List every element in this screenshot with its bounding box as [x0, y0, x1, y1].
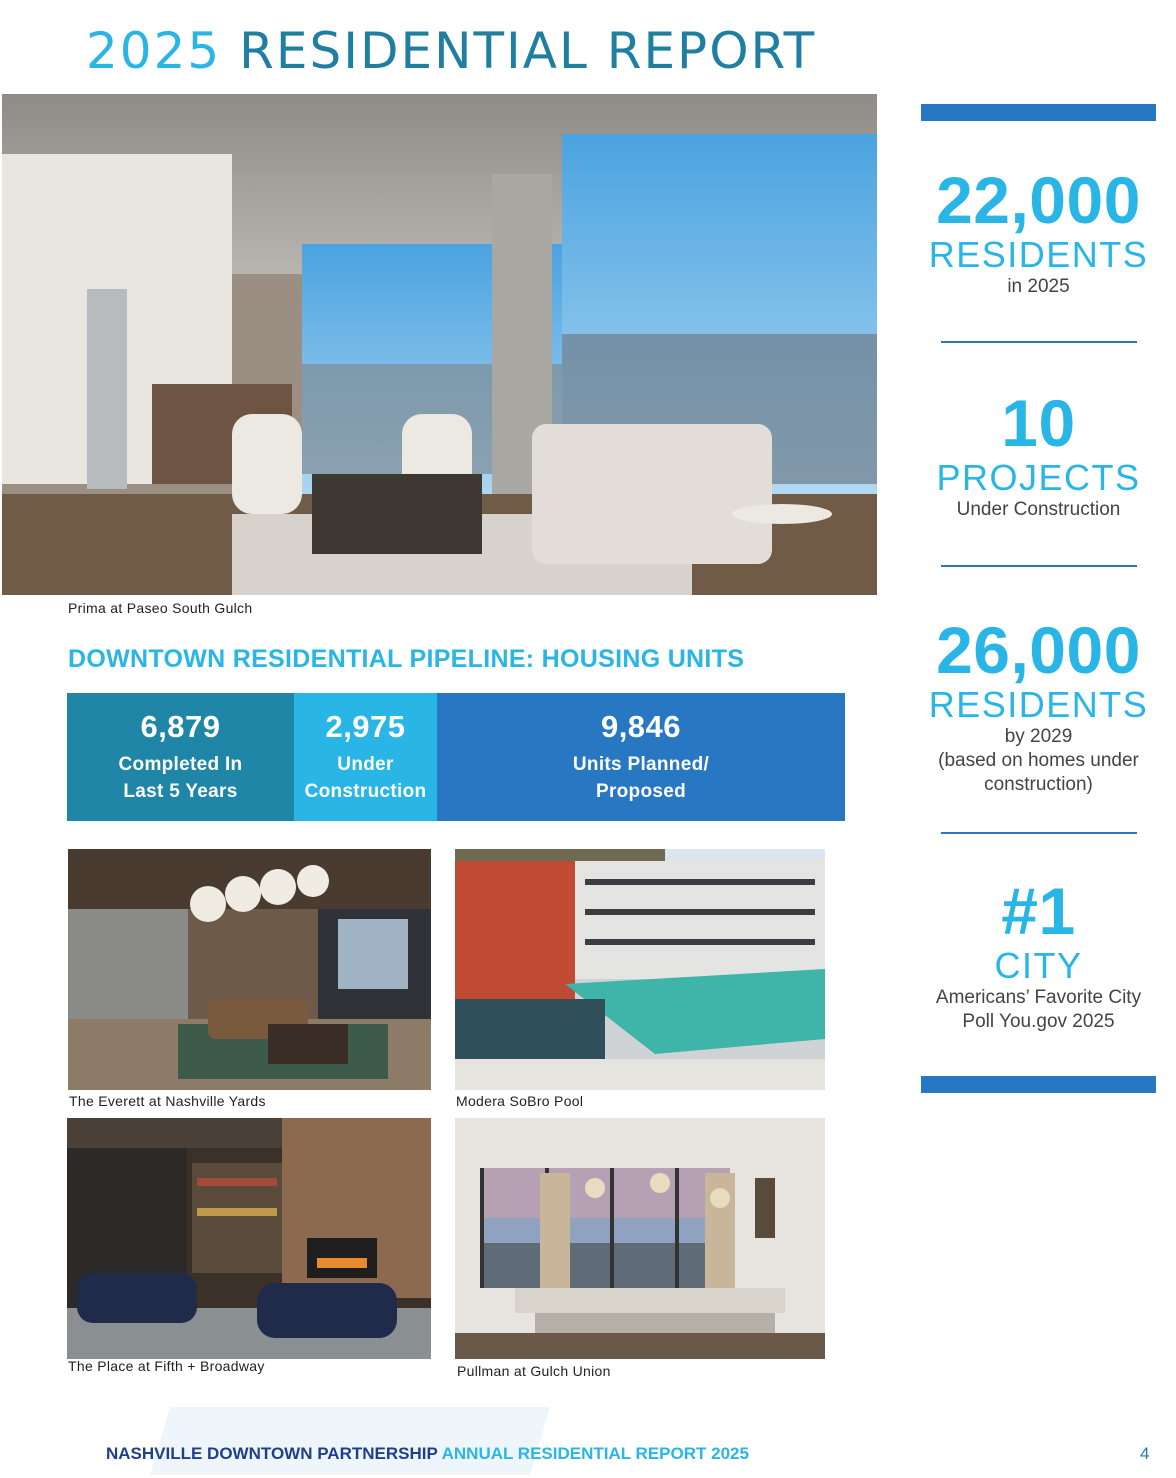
- modera-caption: Modera SoBro Pool: [456, 1093, 584, 1109]
- stats-bottom-bar: [921, 1076, 1156, 1093]
- stat-projects-value: 10: [1001, 386, 1076, 460]
- pullman-caption: Pullman at Gulch Union: [457, 1363, 611, 1379]
- photo-modera-pool: [455, 849, 825, 1090]
- pipeline-planned-value: 9,846: [600, 709, 682, 744]
- footer-org: NASHVILLE DOWNTOWN PARTNERSHIP: [106, 1444, 438, 1463]
- stat-projects: [921, 388, 1156, 522]
- stat-city-rank-value: #1: [1001, 874, 1076, 948]
- stat-residents-2025-sub: in 2025: [1007, 276, 1070, 297]
- hero-photo: [2, 94, 877, 595]
- photo-place-fifth-broadway: [67, 1118, 431, 1359]
- stat-residents-2025: [921, 165, 1156, 299]
- pipeline-under-construction-value: 2,975: [325, 709, 406, 744]
- stats-top-bar: [921, 104, 1156, 121]
- pipeline-under-construction-label: Under Construction: [304, 754, 427, 802]
- title-text: RESIDENTIAL REPORT: [239, 22, 817, 80]
- stat-residents-2025-value: 22,000: [936, 163, 1141, 237]
- pipeline-completed-value: 6,879: [140, 709, 221, 744]
- stat-residents-2029: [921, 615, 1156, 797]
- stat-projects-sub: Under Construction: [956, 499, 1121, 520]
- stats-divider: [941, 832, 1137, 834]
- stat-city-rank-sub: Americans’ Favorite City Poll You.gov 2025: [935, 987, 1142, 1032]
- pipeline-completed-label: Completed In Last 5 Years: [118, 754, 243, 802]
- hero-caption: Prima at Paseo South Gulch: [68, 600, 253, 616]
- stats-divider: [941, 341, 1137, 343]
- pipeline-heading: DOWNTOWN RESIDENTIAL PIPELINE: HOUSING UNITS: [68, 645, 745, 673]
- title-year: 2025: [86, 22, 222, 80]
- stat-residents-2029-value: 26,000: [936, 613, 1141, 687]
- footer-report: ANNUAL RESIDENTIAL REPORT 2025: [441, 1444, 749, 1463]
- photo-everett: [68, 849, 431, 1090]
- place-caption: The Place at Fifth + Broadway: [68, 1358, 265, 1374]
- pipeline-under-construction: [294, 693, 437, 821]
- pipeline-planned: [437, 693, 845, 821]
- photo-pullman: [455, 1118, 825, 1359]
- stat-projects-word: PROJECTS: [936, 457, 1141, 498]
- footer-text: [106, 1444, 749, 1464]
- page-number: 4: [1140, 1444, 1150, 1463]
- stat-residents-2025-word: RESIDENTS: [928, 234, 1149, 275]
- stat-city-rank: [921, 876, 1156, 1034]
- pipeline-planned-label: Units Planned/ Proposed: [572, 754, 710, 802]
- stats-divider: [941, 565, 1137, 567]
- stat-residents-2029-word: RESIDENTS: [928, 684, 1149, 725]
- page-title: [86, 22, 816, 80]
- pipeline-completed: [67, 693, 294, 821]
- everett-caption: The Everett at Nashville Yards: [69, 1093, 266, 1109]
- stat-residents-2029-sub: by 2029 (based on homes under construction): [938, 726, 1139, 795]
- footer-decoration: [150, 1407, 550, 1475]
- stat-city-rank-word: CITY: [994, 945, 1083, 986]
